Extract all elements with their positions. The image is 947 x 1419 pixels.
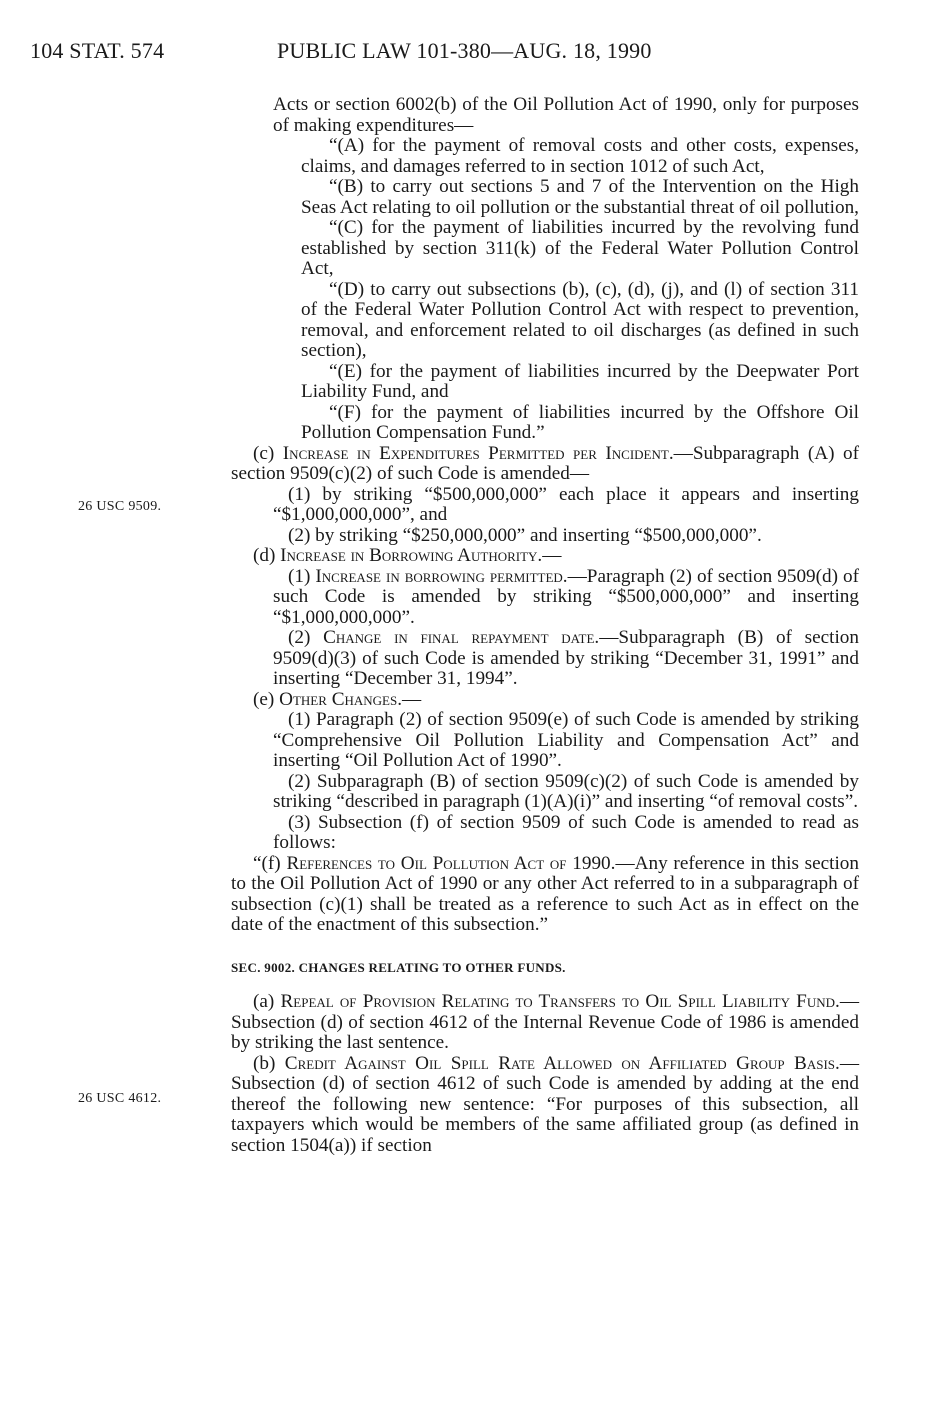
subsection-c-label: (c) <box>253 442 283 464</box>
subsection-e <box>231 690 859 711</box>
sec9002-a-text: —Subsection (d) of section 4612 of the Internal Revenue Code of 1986 is amended by striking the last sentence. <box>231 991 859 1053</box>
subsection-e-2: (2) Subparagraph (B) of section 9509(c)(2) of such Code is amended by striking “described in paragraph (1)(A)(i)” and inserting “of removal costs”. <box>273 770 859 812</box>
subsection-c-heading: Increase in Expenditures Permitted per Incident. <box>282 442 674 464</box>
subsection-d <box>231 546 859 567</box>
subsection-e-dash: — <box>402 688 422 710</box>
subsection-d-1-label: (1) <box>288 565 316 587</box>
subsection-d-2-label: (2) <box>288 627 324 648</box>
subsection-d-dash: — <box>542 545 562 566</box>
subsection-d-2 <box>231 628 859 690</box>
statute-page-number: 104 STAT. 574 <box>30 38 165 63</box>
sec9002-a-heading: Repeal of Provision Relating to Transfers to Oil Spill Liability Fund. <box>280 991 840 1012</box>
subsection-d-2-text: —Subparagraph (B) of section 9509(d)(3) of such Code is amended by striking “December 31, 1991” and inserting “December 31, 1994”. <box>273 627 859 689</box>
subsection-e-3: (3) Subsection (f) of section 9509 of such Code is amended to read as follows: <box>273 811 859 853</box>
subsection-f-text: —Any reference in this section to the Oil Pollution Act of 1990 or any other Act referred to in a subparagraph of subsection (c)(1) shall be treated as a reference to such Act as in effect on the date of the enactment of this subsection.” <box>231 852 859 935</box>
subsection-d-1 <box>231 567 859 629</box>
subsection-c <box>231 444 859 485</box>
sec9002-b-text: —Subsection (d) of section 4612 of such Code is amended by adding at the end thereof the following new sentence: “For purposes of this subsection, all taxpayers which would be members of the same affiliated group (as defined in section 1504(a)) if section <box>231 1052 859 1156</box>
subsection-e-1: (1) Paragraph (2) of section 9509(e) of such Code is amended by striking “Comprehensive Oil Pollution Liability and Compensation Act” and inserting “Oil Pollution Act of 1990”. <box>273 709 859 771</box>
margin-citation-9509: 26 USC 9509. <box>78 499 162 514</box>
subsection-d-1-text: —Paragraph (2) of section 9509(d) of such Code is amended by striking “$500,000,000” and inserting “$1,000,000,000”. <box>273 565 859 628</box>
clause-b: “(B) to carry out sections 5 and 7 of the Intervention on the High Seas Act relating to oil pollution or the substantial threat of oil pollution, <box>301 176 859 218</box>
intro-paragraph: Acts or section 6002(b) of the Oil Pollution Act of 1990, only for purposes of making expenditures— <box>273 94 859 136</box>
clause-e: “(E) for the payment of liabilities incurred by the Deepwater Port Liability Fund, and <box>301 360 859 402</box>
sec9002-a-label: (a) <box>253 991 281 1012</box>
public-law-title: PUBLIC LAW 101-380—AUG. 18, 1990 <box>277 38 652 63</box>
subsection-d-1-heading: Increase in borrowing permitted. <box>315 565 568 587</box>
clause-f: “(F) for the payment of liabilities incurred by the Offshore Oil Pollution Compensation Fund.” <box>301 401 859 443</box>
subsection-f-quoted <box>231 854 859 936</box>
sec9002-subsection-a <box>231 992 859 1054</box>
subsection-d-2-heading: Change in final repayment date. <box>323 627 600 648</box>
page-header <box>30 38 900 78</box>
sec9002-b-heading: Credit Against Oil Spill Rate Allowed on Affiliated Group Basis. <box>284 1052 840 1074</box>
subsection-c-2: (2) by striking “$250,000,000” and inserting “$500,000,000”. <box>288 524 762 546</box>
subsection-d-label: (d) <box>253 545 281 566</box>
section-heading: SEC. 9002. CHANGES RELATING TO OTHER FUNDS. <box>231 959 566 975</box>
clause-a: “(A) for the payment of removal costs and other costs, expenses, claims, and damages referred to in section 1012 of such Act, <box>301 135 859 177</box>
subsection-c-text: —Subparagraph (A) of section 9509(c)(2) of such Code is amended— <box>231 442 860 484</box>
subsection-e-label: (e) <box>253 688 280 710</box>
margin-citation-4612: 26 USC 4612. <box>78 1091 162 1106</box>
subsection-e-heading: Other Changes. <box>279 688 403 710</box>
sec9002-b-label: (b) <box>253 1052 285 1074</box>
clause-c: “(C) for the payment of liabilities incurred by the revolving fund established by section 311(k) of the Federal Water Pollution Control Act, <box>301 217 859 279</box>
sec9002-subsection-b <box>231 1054 859 1157</box>
subsection-d-heading: Increase in Borrowing Authority. <box>280 545 543 566</box>
clause-d: “(D) to carry out subsections (b), (c), (d), (j), and (l) of section 311 of the Federal Water Pollution Control Act with respect to prevention, removal, and enforcement related to oil discharges (as defined in such section), <box>301 278 859 361</box>
document-body <box>231 95 859 1156</box>
subsection-c-1: (1) by striking “$500,000,000” each place it appears and inserting “$1,000,000,000”, and <box>273 483 859 525</box>
subsection-f-heading: References to Oil Pollution Act of 1990. <box>286 852 616 874</box>
subsection-f-label: “(f) <box>253 852 287 874</box>
